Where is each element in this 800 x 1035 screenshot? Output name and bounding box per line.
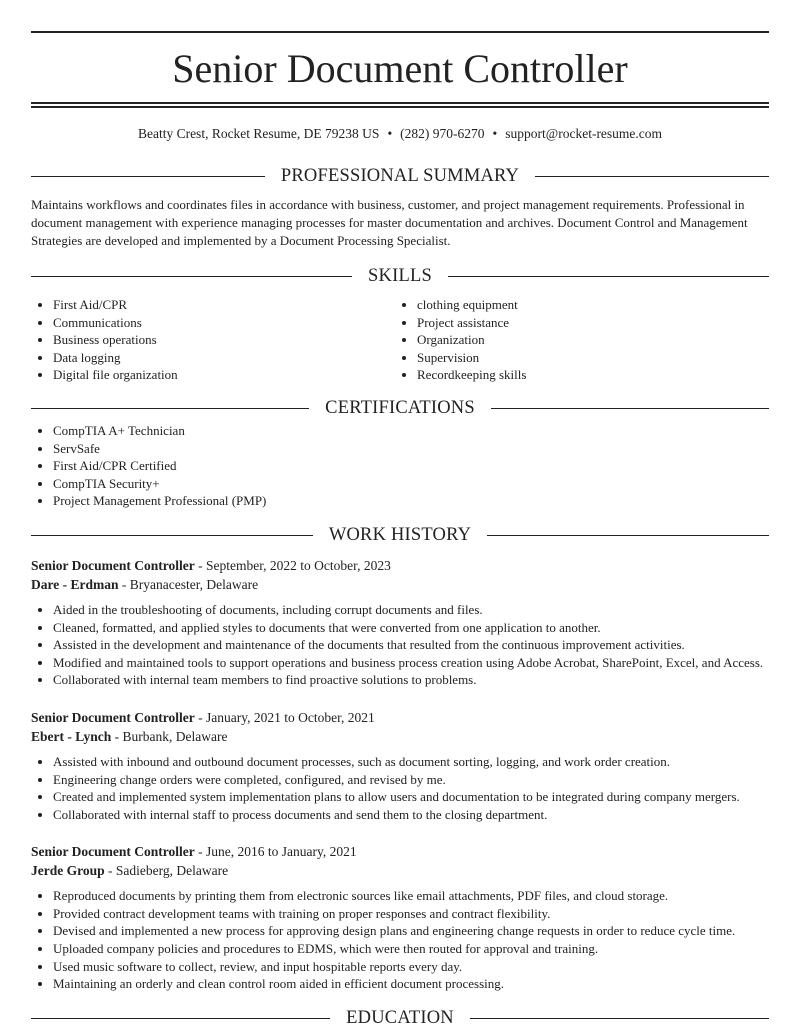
- heading-rule: [31, 1018, 330, 1019]
- job-dates: - June, 2016 to January, 2021: [194, 844, 357, 860]
- resume-page: [31, 0, 769, 1032]
- section-heading-summary: [31, 163, 769, 189]
- heading-rule: [491, 408, 769, 409]
- section-title: WORK HISTORY: [328, 525, 472, 546]
- list-item: • Project assistance: [417, 314, 759, 332]
- list-item: • Data logging: [53, 349, 395, 367]
- list-item: • Uploaded company policies and procedures to EDMS, which were then routed for approval and training.: [53, 940, 769, 958]
- section-title: CERTIFICATIONS: [325, 398, 475, 419]
- job-entry: [31, 842, 769, 993]
- job-entry: [31, 708, 769, 823]
- list-item: • Collaborated with internal team members to find proactive solutions to problems.: [53, 671, 769, 689]
- list-item: • Business operations: [53, 331, 395, 349]
- job-dates: - September, 2022 to October, 2023: [194, 557, 391, 573]
- list-item: • CompTIA A+ Technician: [53, 422, 769, 440]
- top-rule: [31, 31, 769, 33]
- heading-rule: [448, 276, 769, 277]
- skills-column-left: [31, 296, 395, 384]
- job-bullets: [31, 601, 769, 689]
- contact-phone[interactable]: (282) 970-6270: [400, 126, 485, 141]
- section-heading-education: [31, 1006, 769, 1032]
- job-title: Senior Document Controller: [31, 709, 195, 725]
- list-item: • clothing equipment: [417, 296, 759, 314]
- job-company: Dare - Erdman: [31, 576, 119, 592]
- list-item: • Created and implemented system implementation plans to allow users and documentation to be integrated during company mergers.: [53, 788, 769, 806]
- job-bullets: [31, 753, 769, 823]
- list-item: • Reproduced documents by printing them from electronic sources like email attachments, PDF files, and cloud storage.: [53, 887, 769, 905]
- job-company-line: [31, 861, 769, 880]
- contact-line: [31, 125, 769, 143]
- list-item: • Used music software to collect, review, and input hospitable reports every day.: [53, 958, 769, 976]
- list-item: • Digital file organization: [53, 366, 395, 384]
- job-title-line: [31, 842, 769, 861]
- section-heading-work-history: [31, 523, 769, 549]
- list-item: • Devised and implemented a new process for approving design plans and engineering change requests in order to reduce cycle time.: [53, 922, 769, 940]
- skills-column-right: [395, 296, 759, 384]
- contact-separator: •: [492, 126, 498, 141]
- list-item: • First Aid/CPR Certified: [53, 457, 769, 475]
- skills-list: [395, 296, 759, 384]
- header-double-rule: [31, 102, 769, 108]
- section-title: PROFESSIONAL SUMMARY: [280, 165, 520, 186]
- heading-rule: [31, 176, 265, 177]
- list-item: • Supervision: [417, 349, 759, 367]
- list-item: • Project Management Professional (PMP): [53, 492, 769, 510]
- job-bullets: [31, 887, 769, 993]
- job-company: Ebert - Lynch: [31, 728, 112, 744]
- heading-rule: [31, 276, 352, 277]
- list-item: • Maintaining an orderly and clean control room aided in efficient document processing.: [53, 975, 769, 993]
- list-item: • Assisted in the development and maintenance of the documents that resulted from the continuous improvement activities.: [53, 636, 769, 654]
- heading-rule: [470, 1018, 769, 1019]
- contact-email[interactable]: support@rocket-resume.com: [505, 126, 663, 141]
- list-item: • Communications: [53, 314, 395, 332]
- skills-grid: [31, 296, 769, 384]
- list-item: • Cleaned, formatted, and applied styles to documents that were converted from one application to another.: [53, 619, 769, 637]
- job-title: Senior Document Controller: [31, 557, 195, 573]
- section-heading-skills: [31, 263, 769, 289]
- job-location: - Sadieberg, Delaware: [104, 863, 229, 879]
- job-entry: [31, 556, 769, 689]
- section-title: SKILLS: [368, 265, 432, 286]
- summary-text: Maintains workflows and coordinates files in accordance with business, customer, and project management requirements. Professional in document management with experience managing processes for master documentation and archives. Document Control and Management Strategies are developed and implemented by a Document Processing Specialist.: [31, 197, 748, 248]
- list-item: • Recordkeeping skills: [417, 366, 759, 384]
- job-company: Jerde Group: [31, 863, 105, 879]
- skills-list: [31, 296, 395, 384]
- resume-name: Senior Document Controller: [172, 46, 628, 91]
- job-location: - Burbank, Delaware: [111, 728, 228, 744]
- heading-rule: [31, 535, 313, 536]
- list-item: • Modified and maintained tools to support operations and business process creation using Adobe Acrobat, SharePoint, Excel, and Access.: [53, 654, 769, 672]
- job-title: Senior Document Controller: [31, 844, 195, 860]
- section-heading-certifications: [31, 396, 769, 422]
- job-title-line: [31, 556, 769, 575]
- contact-address: Beatty Crest, Rocket Resume, DE 79238 US: [137, 126, 380, 141]
- job-title-line: [31, 708, 769, 727]
- job-company-line: [31, 727, 769, 746]
- contact-separator: •: [387, 126, 393, 141]
- job-dates: - January, 2021 to October, 2021: [194, 709, 375, 725]
- list-item: • Assisted with inbound and outbound document processes, such as document sorting, logging, and work order creation.: [53, 753, 769, 771]
- list-item: • Collaborated with internal staff to process documents and send them to the closing department.: [53, 806, 769, 824]
- list-item: • First Aid/CPR: [53, 296, 395, 314]
- list-item: • CompTIA Security+: [53, 475, 769, 493]
- section-title: EDUCATION: [346, 1008, 454, 1029]
- list-item: • Engineering change orders were completed, configured, and revised by me.: [53, 771, 769, 789]
- heading-rule: [487, 535, 769, 536]
- certifications-list: [31, 422, 769, 510]
- job-company-line: [31, 575, 769, 594]
- list-item: • Provided contract development teams with training on proper responses and contract flexibility.: [53, 905, 769, 923]
- list-item: • ServSafe: [53, 440, 769, 458]
- job-location: - Bryanacester, Delaware: [118, 576, 259, 592]
- heading-rule: [535, 176, 769, 177]
- heading-rule: [31, 408, 309, 409]
- list-item: • Aided in the troubleshooting of documents, including corrupt documents and files.: [53, 601, 769, 619]
- list-item: • Organization: [417, 331, 759, 349]
